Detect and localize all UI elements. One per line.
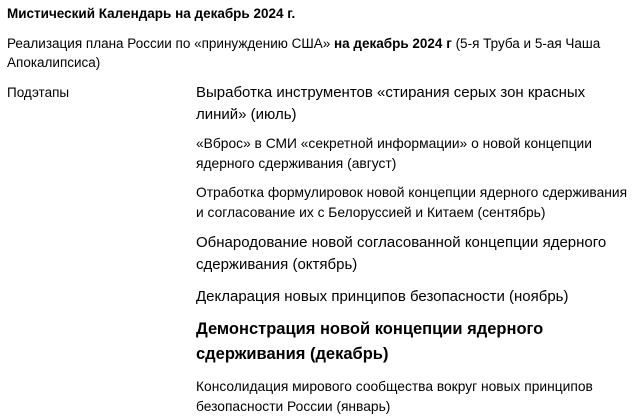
- stage-item-november: Декларация новых принципов безопасности (ноябрь): [196, 288, 569, 305]
- document-title: Мистический Календарь на декабрь 2024 г.: [7, 6, 296, 21]
- stage-item-december: Демонстрация новой концепции ядерного сдерживания (декабрь): [196, 320, 544, 363]
- stage-item-august: «Вброс» в СМИ «секретной информации» о новой концепции ядерного сдерживания (август): [196, 136, 592, 171]
- substages-label: Подэтапы: [7, 85, 70, 100]
- stage-item-january: Консолидация мирового сообщества вокруг новых принципов безопасности России (январь): [196, 379, 593, 414]
- intro-text-bold: на декабрь 2024 г: [334, 36, 452, 51]
- intro-paragraph: [7, 34, 632, 72]
- stage-item-october: Обнародование новой согласованной концепции ядерного сдерживания (октябрь): [196, 234, 607, 273]
- intro-text-end: (5-я Труба и 5-ая Чаша Апокалипсиса): [7, 36, 601, 70]
- stage-item-september: Отработка формулировок новой концепции ядерного сдерживания и согласование их с Белоруссией и Китаем (сентябрь): [196, 185, 628, 220]
- intro-text-start: Реализация плана России по «принуждению США»: [7, 36, 335, 51]
- stage-item-july: Выработка инструментов «стирания серых зон красных линий» (июль): [196, 84, 586, 123]
